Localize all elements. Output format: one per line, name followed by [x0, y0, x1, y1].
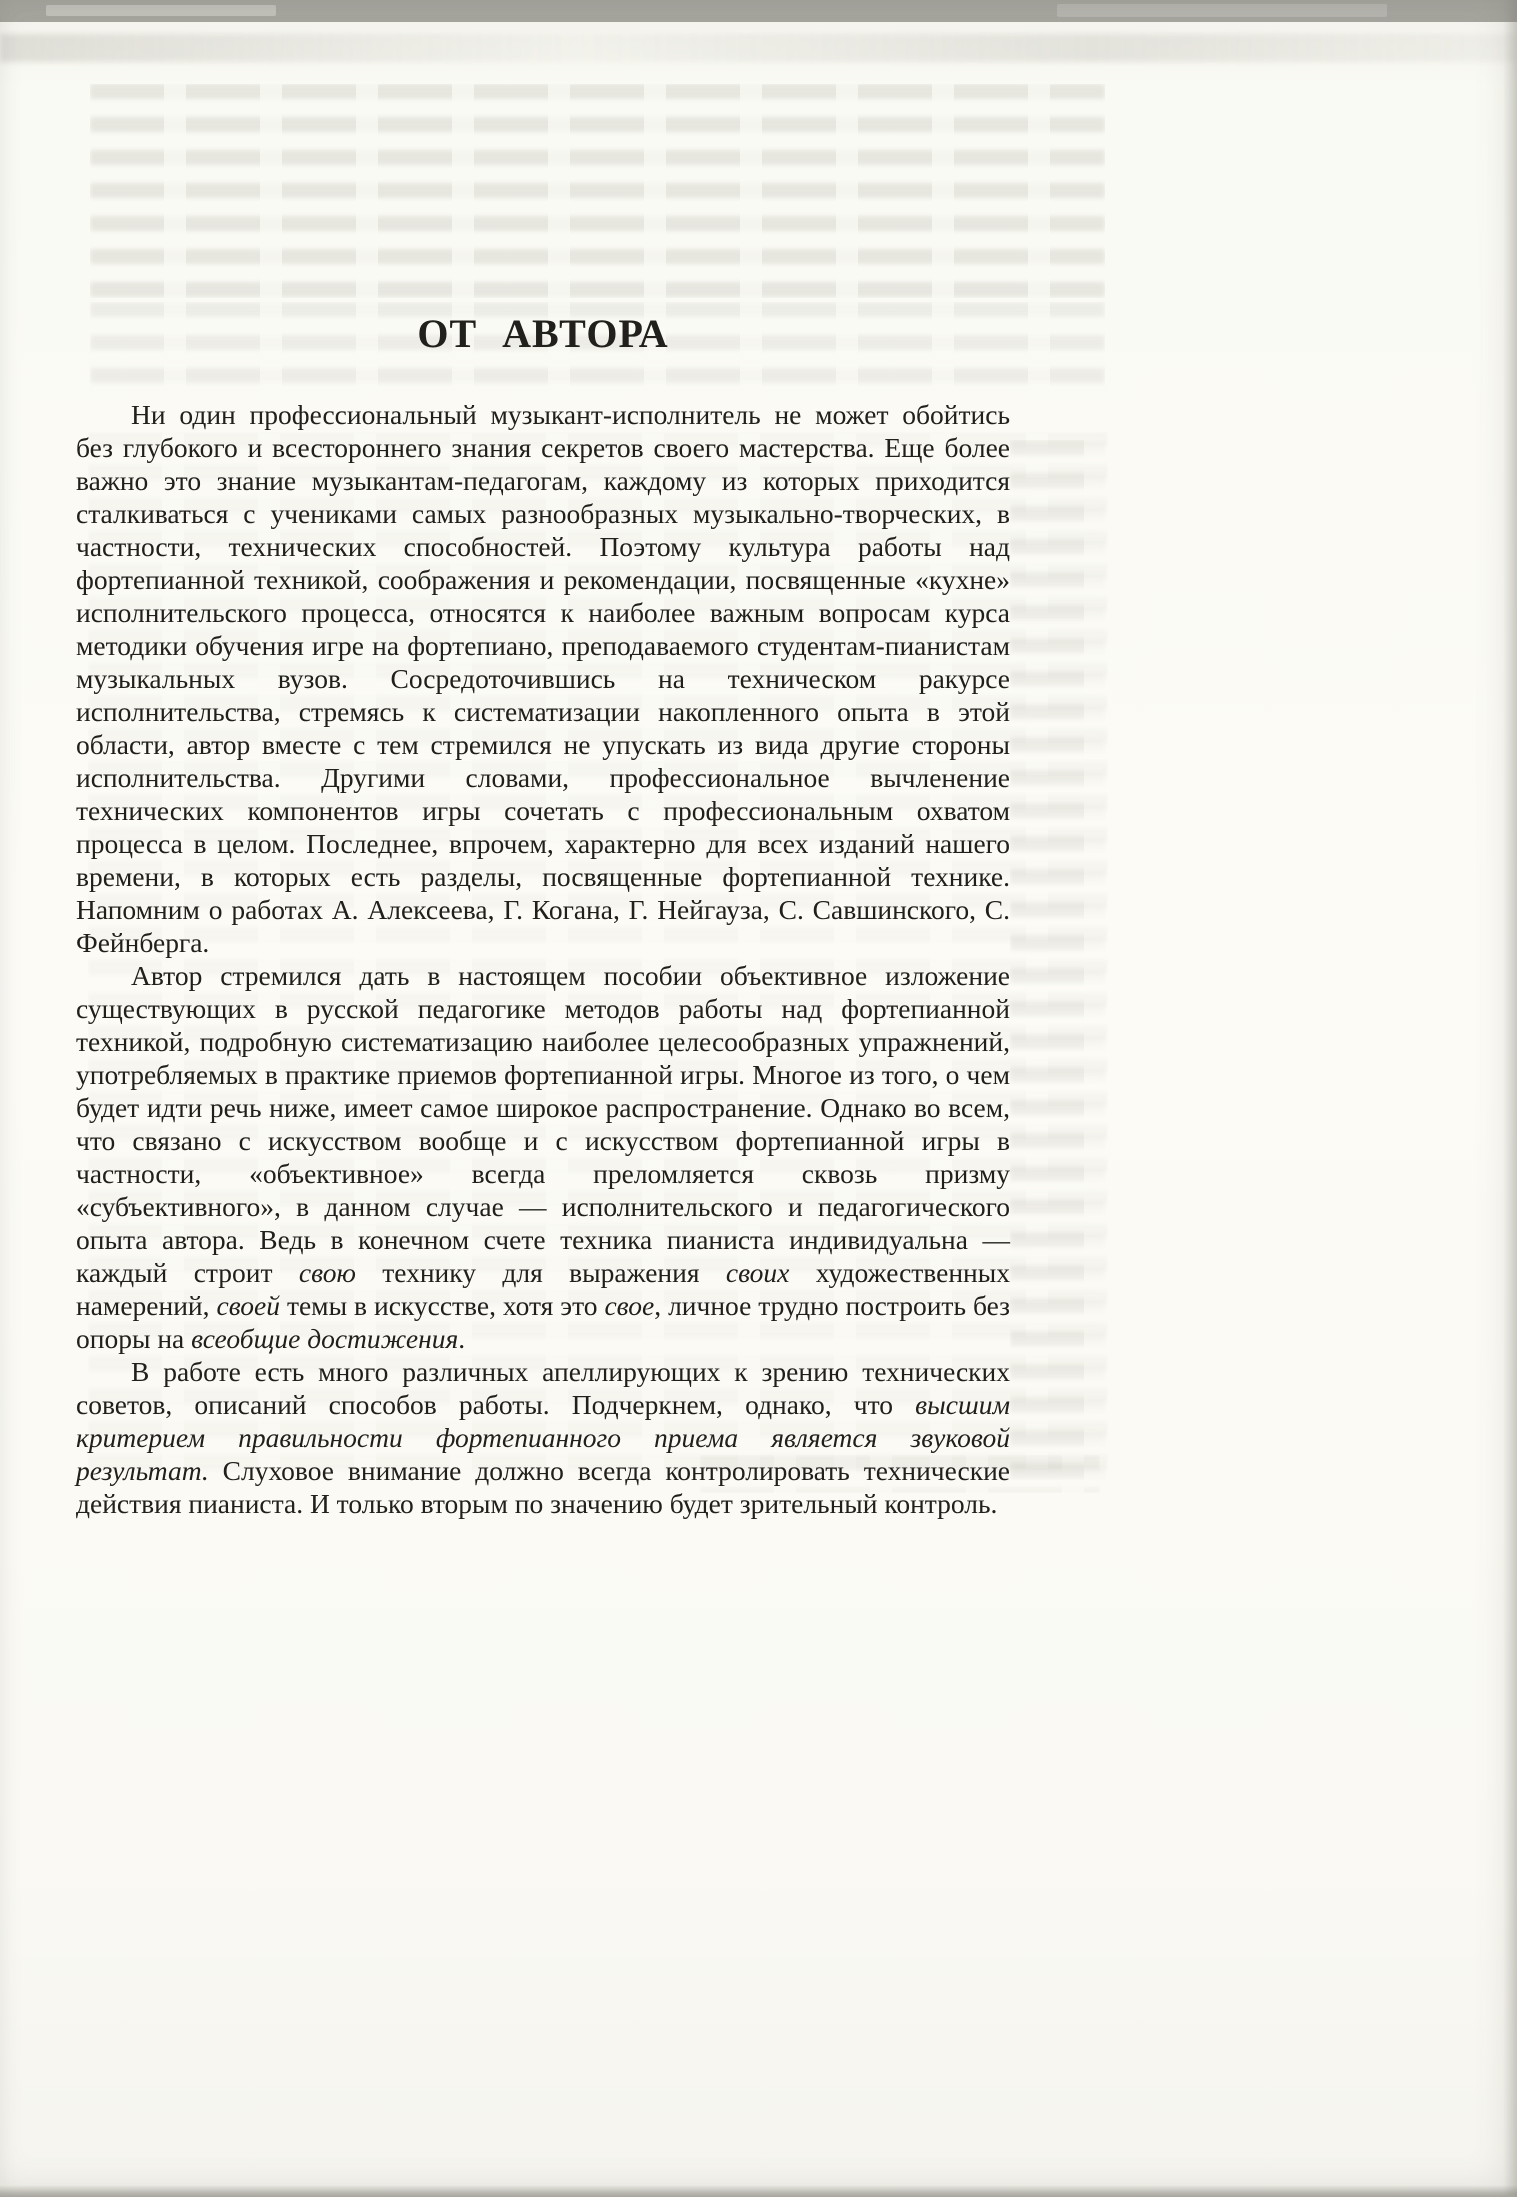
page-content [76, 312, 1010, 1520]
top-scan-edge [0, 0, 1517, 22]
paragraph: Автор стремился дать в настоящем пособии объективное изложение существующих в русской педагогике методов работы над фортепианной техникой, подробную систематизацию наиболее целесообразных упражнений, употребляемых в практике приемов фортепианной игры. Многое из того, о чем будет идти речь ниже, имеет самое широкое распространение. Однако во всем, что связано с искусством вообще и с искусством фортепианной игры в частности, «объективное» всегда преломляется сквозь призму «субъективного», в данном случае — исполнительского и педагогического опыта автора. Ведь в конечном счете техника пианиста индивидуальна — каждый строит свою технику для выражения своих художественных намерений, своей темы в искусстве, хотя это свое, личное трудно построить без опоры на всеобщие достижения. [76, 960, 1010, 1354]
ghost-bleedthrough-right-margin [1010, 440, 1106, 1480]
ghost-bleedthrough-top [90, 84, 1105, 298]
right-scan-edge [1503, 0, 1517, 2197]
scanner-smudge [0, 34, 1517, 62]
scan-edge-highlight [1057, 4, 1387, 17]
paragraph: В работе есть много различных апеллирующих к зрению технических советов, описаний способов работы. Подчеркнем, однако, что высшим критерием правильности фортепианного приема является звуковой результат. Слуховое внимание должно всегда контролировать технические действия пианиста. И только вторым по значению будет зрительный контроль. [76, 1356, 1010, 1519]
bottom-scan-edge [0, 2185, 1517, 2197]
page-title: ОТ АВТОРА [417, 311, 669, 356]
scan-edge-highlight [46, 5, 276, 16]
paragraph: Ни один профессиональный музыкант-исполнитель не может обойтись без глубокого и всестороннего знания секретов своего мастерства. Еще более важно это знание музыкантам-педагогам, каждому из которых приходится сталкиваться с учениками самых разнообразных музыкально-творческих, в частности, технических способностей. Поэтому культура работы над фортепианной техникой, соображения и рекомендации, посвященные «кухне» исполнительского процесса, относятся к наиболее важным вопросам курса методики обучения игре на фортепиано, преподаваемого студентам-пианистам музыкальных вузов. Сосредоточившись на техническом ракурсе исполнительства, стремясь к систематизации накопленного опыта в этой области, автор вместе с тем стремился не упускать из вида другие стороны исполнительства. Другими словами, профессиональное вычленение технических компонентов игры сочетать с профессиональным охватом процесса в целом. Последнее, впрочем, характерно для всех изданий нашего времени, в которых есть разделы, посвященные фортепианной технике. Напомним о работах А. Алексеева, Г. Когана, Г. Нейгауза, С. Савшинского, С. Фейнберга. [76, 399, 1010, 958]
